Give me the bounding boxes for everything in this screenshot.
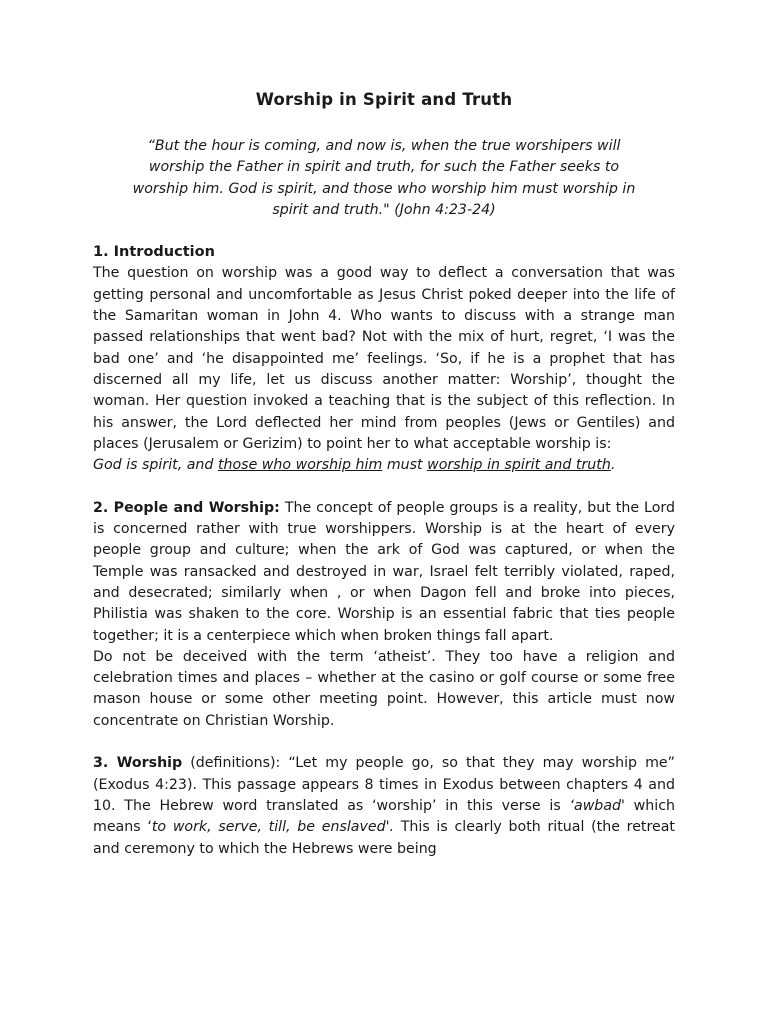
section-heading-people-and-worship: 2. People and Worship:: [93, 499, 280, 516]
introduction-paragraph: The question on worship was a good way to deflect a conversation that was getting personal and uncomfortable as Jesus Christ poked deeper into the life of the Samaritan woman in John 4. Who wants to discuss with a strange man passed relationships that went bad? Not with the mix of hurt, regret, ‘I was the bad one’ and ‘he disappointed me’ feelings. ‘So, if he is a prophet that has discerned all my life, let us discuss another matter: Worship’, thought the woman. Her question invoked a teaching that is the subject of this reflection. In his answer, the Lord deflected her mind from peoples (Jews or Gentiles) and places (Jerusalem or Gerizim) to point her to what acceptable worship is:: [93, 265, 675, 452]
epigraph-line: “But the hour is coming, and now is, when the true worshipers will: [147, 138, 621, 154]
epigraph-line: spirit and truth." (John 4:23-24): [272, 201, 496, 218]
worship-definitions-paragraph: [93, 753, 675, 859]
section-body: which means ‘: [93, 797, 675, 836]
verse-underlined: worship in spirit and truth: [427, 457, 611, 474]
page-title: Worship in Spirit and Truth: [255, 90, 513, 109]
term-meaning: to work, serve, till, be enslaved'.: [151, 819, 395, 836]
people-and-worship-paragraph: [93, 498, 675, 647]
document-page: [93, 86, 675, 860]
epigraph-line: worship the Father in spirit and truth, for such the Father seeks to: [148, 159, 620, 176]
key-verse: [93, 455, 675, 476]
hebrew-term: ‘awbad': [569, 797, 625, 814]
atheist-paragraph: Do not be deceived with the term ‘atheist’. They too have a religion and celebration times and places – whether at the casino or golf course or some free mason house or some other meeting point. However, this article must now concentrate on Christian Worship.: [93, 648, 675, 729]
verse-text: .: [610, 457, 616, 474]
section-heading-worship: 3. Worship: [93, 755, 183, 772]
verse-text: God is spirit, and: [93, 457, 218, 474]
section-body: This is clearly both ritual (the retreat and ceremony to which the Hebrews were being: [93, 819, 675, 857]
epigraph-line: worship him. God is spirit, and those who worship him must worship in: [132, 180, 636, 197]
paragraph-gap: [93, 476, 675, 497]
epigraph-quote: [93, 136, 675, 221]
section-heading-introduction: 1. Introduction: [93, 244, 215, 261]
verse-text: must: [382, 457, 428, 474]
verse-underlined: those who worship him: [217, 457, 383, 474]
paragraph-gap: [93, 732, 675, 753]
section-body: (definitions): “Let my people go, so that they may worship me” (Exodus 4:23). This passage appears 8 times in Exodus between chapters 4 and 10. The Hebrew word translated as ‘worship’ in this verse is: [93, 755, 676, 814]
section-body: The concept of people groups is a reality, but the Lord is concerned rather with true worshippers. Worship is at the heart of every people group and culture; when the ark of God was captured, or when the Temple was ransacked and destroyed in war, Israel felt terribly violated, raped, and desecrated; similarly when , or when Dagon fell and broke into pieces, Philistia was shaken to the core. Worship is an essential fabric that ties people together; it is a centerpiece which when broken things fall apart.: [93, 499, 675, 644]
